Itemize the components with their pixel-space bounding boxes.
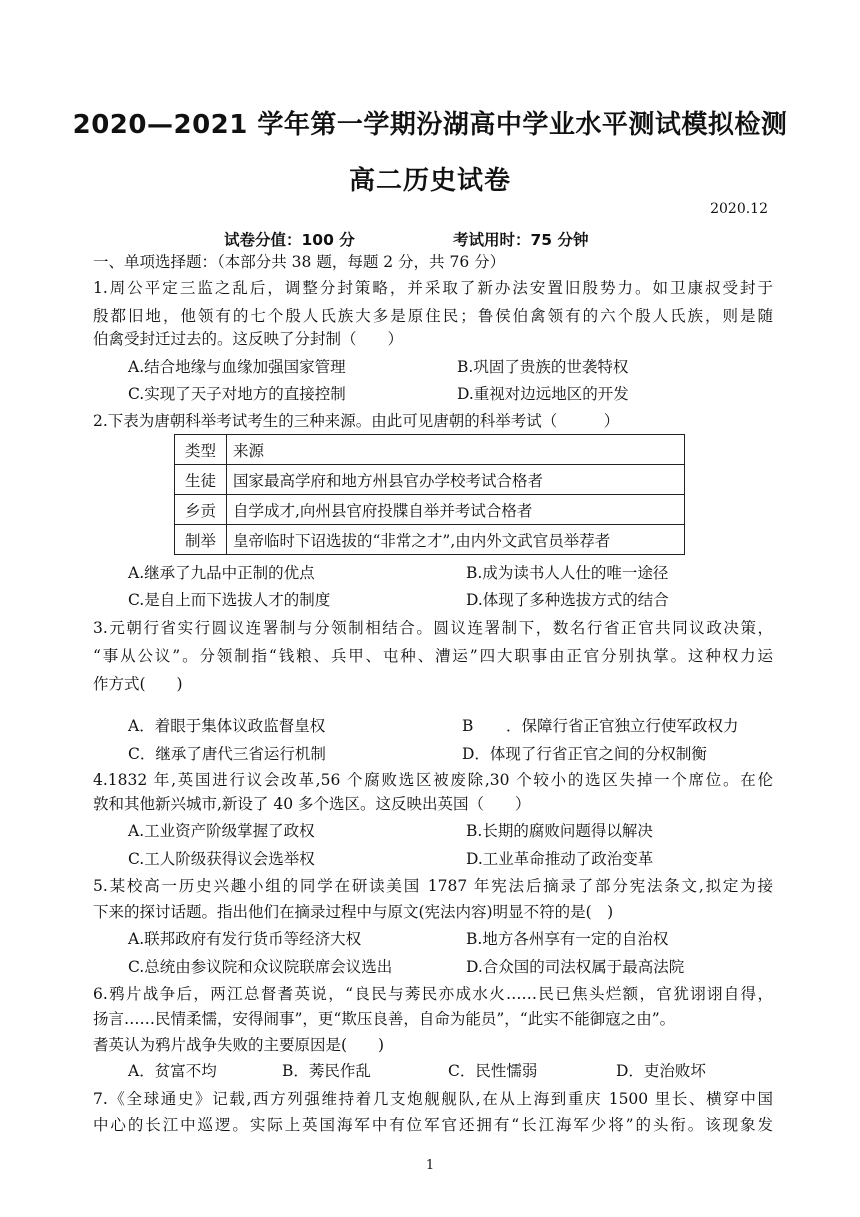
q3-option-b-label: B xyxy=(462,717,474,735)
table-cell: 制举 xyxy=(175,525,227,555)
exam-date: 2020.12 xyxy=(710,201,768,217)
question-1-line: 1.周公平定三监之乱后，调整分封策略，并采取了新办法安置旧殷势力。如卫康叔受封于 xyxy=(93,279,773,297)
table-cell: 来源 xyxy=(227,435,685,465)
q6-option-d: D．吏治败坏 xyxy=(616,1062,706,1080)
table-cell: 自学成才,向州县官府投牒自举并考试合格者 xyxy=(227,495,685,525)
q1-option-b: B.巩固了贵族的世袭特权 xyxy=(457,358,629,376)
table-row xyxy=(175,495,685,525)
q3-option-b: ．保障行省正官独立行使军政权力 xyxy=(506,717,739,735)
question-5-line: 下来的探讨话题。指出他们在摘录过程中与原文(宪法内容)明显不符的是( ) xyxy=(93,903,614,921)
table-cell: 国家最高学府和地方州县官办学校考试合格者 xyxy=(227,465,685,495)
page-number: 1 xyxy=(425,1158,435,1173)
q1-option-a: A.结合地缘与血缘加强国家管理 xyxy=(128,358,346,376)
question-4-line: 4.1832 年,英国进行议会改革,56 个腐败选区被废除,30 个较小的选区失掉一个席位。在伦 xyxy=(93,771,773,789)
q2-option-a: A.继承了九品中正制的优点 xyxy=(128,564,315,582)
question-2-stem: 2.下表为唐朝科举考试考生的三种来源。由此可见唐朝的科举考试（ ） xyxy=(93,412,620,430)
exam-source-table xyxy=(174,434,685,555)
table-cell: 皇帝临时下诏选拔的“非常之才”,由内外文武官员举荐者 xyxy=(227,525,685,555)
q4-option-d: D.工业革命推动了政治变革 xyxy=(466,850,654,868)
table-row xyxy=(175,465,685,495)
q2-option-b: B.成为读书人人仕的唯一途径 xyxy=(466,564,669,582)
table-row xyxy=(175,435,685,465)
q5-option-b: B.地方各州享有一定的自治权 xyxy=(466,930,669,948)
q1-option-d: D.重视对边远地区的开发 xyxy=(457,385,629,403)
question-7-line: 中心的长江中巡逻。实际上英国海军中有位军官还拥有“长江海军少将”的头衔。该现象发 xyxy=(93,1116,773,1134)
q6-option-c: C．民性懦弱 xyxy=(448,1062,538,1080)
table-row xyxy=(175,525,685,555)
q4-option-b: B.长期的腐败问题得以解决 xyxy=(466,822,653,840)
question-3-line: “事从公议”。分领制指“钱粮、兵甲、屯种、漕运”四大职事由正官分别执掌。这种权力运 xyxy=(93,647,773,665)
question-7-line: 7.《全球通史》记载,西方列强维持着几支炮舰舰队,在从上海到重庆 1500 里长、横穿中国 xyxy=(93,1090,773,1108)
table-cell: 类型 xyxy=(175,435,227,465)
exam-subtitle: 高二历史试卷 xyxy=(348,166,511,196)
q5-option-c: C.总统由参议院和众议院联席会议选出 xyxy=(128,958,393,976)
q2-option-d: D.体现了多种选拔方式的结合 xyxy=(466,591,669,609)
q4-option-a: A.工业资产阶级掌握了政权 xyxy=(128,822,315,840)
q3-option-a: A．着眼于集体议政监督皇权 xyxy=(128,717,326,735)
table-cell: 乡贡 xyxy=(175,495,227,525)
question-3-line: 3.元朝行省实行圆议连署制与分领制相结合。圆议连署制下，数名行省正官共同议政决策， xyxy=(93,619,773,637)
question-6-line: 扬言……民情柔懦，安得闹事”，更“欺压良善，自命为能员”，“此实不能御寇之由”。 xyxy=(93,1010,676,1028)
question-6-line: 耆英认为鸦片战争失败的主要原因是( ) xyxy=(93,1036,385,1054)
q2-option-c: C.是自上而下选拔人才的制度 xyxy=(128,591,331,609)
exam-title: 2020—2021 学年第一学期汾湖高中学业水平测试模拟检测 xyxy=(72,110,788,140)
q4-option-c: C.工人阶级获得议会选举权 xyxy=(128,850,315,868)
question-5-line: 5.某校高一历史兴趣小组的同学在研读美国 1787 年宪法后摘录了部分宪法条文,拟定为接 xyxy=(93,877,773,895)
table-cell: 生徒 xyxy=(175,465,227,495)
score-info: 试卷分值：100 分 xyxy=(224,231,355,249)
q3-option-c: C．继承了唐代三省运行机制 xyxy=(128,745,326,763)
q6-option-b: B．莠民作乱 xyxy=(282,1062,371,1080)
time-info: 考试用时：75 分钟 xyxy=(453,231,589,249)
q1-option-c: C.实现了天子对地方的直接控制 xyxy=(128,385,346,403)
q6-option-a: A．贫富不均 xyxy=(128,1062,217,1080)
section-heading: 一、单项选择题：（本部分共 38 题，每题 2 分，共 76 分） xyxy=(93,253,506,271)
q5-option-d: D.合众国的司法权属于最高法院 xyxy=(466,958,685,976)
question-4-line: 敦和其他新兴城市,新设了 40 多个选区。这反映出英国（ ） xyxy=(93,795,531,813)
question-6-line: 6.鸦片战争后，两江总督耆英说，“良民与莠民亦成水火……民已焦头烂额，官犹诩诩自得， xyxy=(93,985,773,1003)
q3-option-d: D．体现了行省正官之间的分权制衡 xyxy=(462,745,707,763)
question-3-line: 作方式( ) xyxy=(93,675,183,693)
question-1-line: 伯禽受封迁过去的。这反映了分封制（ ） xyxy=(93,330,404,348)
question-1-line: 殷都旧地，他领有的七个殷人氏族大多是原住民；鲁侯伯禽领有的六个殷人氏族，则是随 xyxy=(93,307,773,325)
q5-option-a: A.联邦政府有发行货币等经济大权 xyxy=(128,930,362,948)
